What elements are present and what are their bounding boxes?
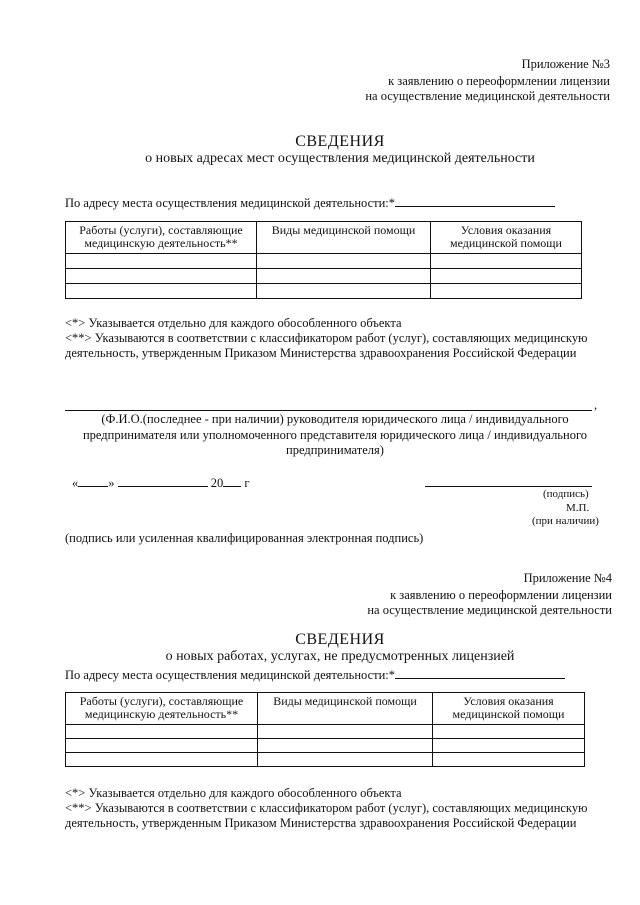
table-header-row <box>66 222 582 254</box>
table-cell[interactable] <box>258 739 433 753</box>
stamp-label: М.П. <box>566 502 590 514</box>
appendix3-table <box>65 221 582 299</box>
year-suffix: г <box>244 476 250 490</box>
appendix3-ref-line1: к заявлению о переоформлении лицензии <box>388 74 610 88</box>
appendix4-title: СВЕДЕНИЯ <box>295 631 385 648</box>
stamp-if-any: (при наличии) <box>532 515 599 527</box>
month-blank[interactable] <box>118 474 208 487</box>
table-row <box>66 753 585 767</box>
signature-line[interactable] <box>425 486 592 487</box>
address-blank <box>395 666 565 679</box>
year-prefix: 20 <box>210 476 224 490</box>
appendix4-label: Приложение №4 <box>523 571 612 585</box>
appendix3-note2b: деятельность, утвержденным Приказом Министерства здравоохранения Российской Федерации <box>65 346 577 360</box>
appendix4-note2b: деятельность, утвержденным Приказом Министерства здравоохранения Российской Федерации <box>65 816 577 830</box>
table-row <box>66 284 582 299</box>
header-works: Работы (услуги), составляющие медицинскую деятельность** <box>66 693 258 725</box>
appendix3-ref-line2: на осуществление медицинской деятельности <box>365 89 610 103</box>
appendix4-ref-line1: к заявлению о переоформлении лицензии <box>390 588 612 602</box>
appendix4-subtitle: о новых работах, услугах, не предусмотренных лицензией <box>165 649 515 664</box>
table-cell[interactable] <box>431 254 582 269</box>
date-open-quote: « <box>72 476 79 490</box>
table-row <box>66 725 585 739</box>
table-cell[interactable] <box>66 269 257 284</box>
header-types: Виды медицинской помощи <box>258 693 433 725</box>
esignature-caption: (подпись или усиленная квалифицированная электронная подпись) <box>65 531 424 545</box>
table-cell[interactable] <box>433 739 585 753</box>
appendix4-ref-line2: на осуществление медицинской деятельности <box>367 603 612 617</box>
table-cell[interactable] <box>66 739 258 753</box>
table-row <box>66 739 585 753</box>
appendix4-address-label <box>65 666 565 683</box>
table-cell[interactable] <box>431 284 582 299</box>
appendix3-note1: <*> Указывается отдельно для каждого обособленного объекта <box>65 316 402 330</box>
table-cell[interactable] <box>66 725 258 739</box>
address-blank <box>395 194 555 207</box>
appendix3-note2a: <**> Указываются в соответствии с классификатором работ (услуг), составляющих медицинскую <box>65 331 588 345</box>
header-works: Работы (услуги), составляющие медицинскую деятельность** <box>66 222 257 254</box>
table-cell[interactable] <box>257 254 431 269</box>
table-cell[interactable] <box>257 284 431 299</box>
table-row <box>66 254 582 269</box>
table-cell[interactable] <box>66 753 258 767</box>
appendix4-note1: <*> Указывается отдельно для каждого обособленного объекта <box>65 786 402 800</box>
year-blank[interactable] <box>223 474 241 487</box>
day-blank[interactable] <box>78 474 108 487</box>
appendix3-subtitle: о новых адресах мест осуществления медицинской деятельности <box>145 151 535 166</box>
table-cell[interactable] <box>257 269 431 284</box>
table-cell[interactable] <box>433 725 585 739</box>
address-label-text: По адресу места осуществления медицинской деятельности:* <box>65 196 395 210</box>
header-conditions: Условия оказания медицинской помощи <box>431 222 582 254</box>
fio-caption-line2: предпринимателя или уполномоченного представителя юридического лица / индивидуального <box>82 428 588 442</box>
fio-line <box>65 410 592 411</box>
table-cell[interactable] <box>258 725 433 739</box>
signature-caption: (подпись) <box>543 488 589 500</box>
address-label-text: По адресу места осуществления медицинской деятельности:* <box>65 668 395 682</box>
appendix4-note2a: <**> Указываются в соответствии с классификатором работ (услуг), составляющих медицинскую <box>65 801 588 815</box>
header-conditions: Условия оказания медицинской помощи <box>433 693 585 725</box>
appendix4-table <box>65 692 585 767</box>
date-close-quote: » <box>108 476 115 490</box>
table-cell[interactable] <box>66 284 257 299</box>
fio-caption-line3: предпринимателя) <box>286 443 384 457</box>
header-types: Виды медицинской помощи <box>257 222 431 254</box>
appendix3-address-label <box>65 194 555 211</box>
table-cell[interactable] <box>66 254 257 269</box>
appendix3-label: Приложение №3 <box>521 57 610 71</box>
fio-caption-line1: (Ф.И.О.(последнее - при наличии) руководителя юридического лица / индивидуального <box>101 412 569 426</box>
table-cell[interactable] <box>258 753 433 767</box>
fio-comma: , <box>594 398 598 412</box>
table-row <box>66 269 582 284</box>
date-field <box>72 474 250 491</box>
table-header-row <box>66 693 585 725</box>
table-cell[interactable] <box>433 753 585 767</box>
table-cell[interactable] <box>431 269 582 284</box>
appendix3-title: СВЕДЕНИЯ <box>295 133 385 150</box>
